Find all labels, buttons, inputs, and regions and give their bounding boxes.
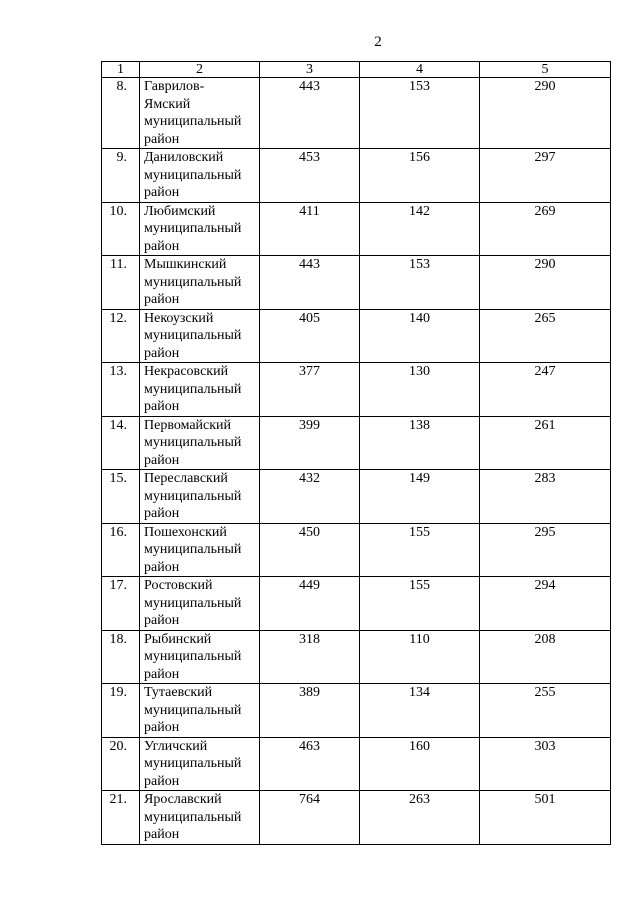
row-number: 12. <box>102 309 140 363</box>
district-name <box>140 791 260 845</box>
value-col-4: 160 <box>360 737 480 791</box>
district-name <box>140 630 260 684</box>
value-col-3: 453 <box>260 149 360 203</box>
district-name-line: район <box>144 773 180 789</box>
value-col-4: 140 <box>360 309 480 363</box>
district-name-line: Ярославский <box>144 792 222 807</box>
district-name <box>140 202 260 256</box>
district-name-line: район <box>144 238 180 254</box>
district-name-line: Ямский <box>144 96 191 112</box>
district-name-line: муниципальный <box>144 649 242 664</box>
district-name-line: муниципальный <box>144 702 242 718</box>
row-number: 16. <box>102 523 140 577</box>
district-name-line: район <box>144 452 180 468</box>
district-name <box>140 523 260 577</box>
district-name-line: Рыбинский <box>144 631 212 647</box>
table-row <box>102 256 611 310</box>
row-number: 17. <box>102 577 140 631</box>
value-col-4: 110 <box>360 630 480 684</box>
value-col-4: 153 <box>360 78 480 149</box>
district-name-line: муниципальный <box>144 435 242 450</box>
district-name-line: район <box>144 827 180 842</box>
district-name-line: муниципальный <box>144 328 242 343</box>
district-name-line: район <box>144 666 180 682</box>
district-name <box>140 470 260 524</box>
value-col-5: 501 <box>480 791 611 845</box>
district-name <box>140 684 260 738</box>
district-name-line: муниципальный <box>144 809 242 825</box>
district-name-line: район <box>144 559 180 575</box>
value-col-5: 295 <box>480 523 611 577</box>
value-col-3: 443 <box>260 256 360 310</box>
value-col-5: 208 <box>480 630 611 684</box>
page-number: 2 <box>374 34 382 50</box>
district-name <box>140 577 260 631</box>
value-col-5: 255 <box>480 684 611 738</box>
district-name-line: муниципальный <box>144 595 242 611</box>
district-name-line: район <box>144 399 180 414</box>
value-col-3: 411 <box>260 202 360 256</box>
district-name-line: район <box>144 720 180 735</box>
district-name-line: Тутаевский <box>144 685 213 700</box>
value-col-3: 389 <box>260 684 360 738</box>
district-name-line: муниципальный <box>144 167 242 183</box>
district-name-line: муниципальный <box>144 114 242 129</box>
district-name-line: муниципальный <box>144 381 242 397</box>
district-name-line: Мышкинский <box>144 257 227 272</box>
district-name-line: район <box>144 292 180 307</box>
table-row <box>102 149 611 203</box>
district-name-line: Переславский <box>144 471 228 486</box>
table-row <box>102 630 611 684</box>
row-number: 21. <box>102 791 140 845</box>
row-number: 18. <box>102 630 140 684</box>
district-name <box>140 149 260 203</box>
district-name-line: район <box>144 613 180 628</box>
value-col-5: 265 <box>480 309 611 363</box>
value-col-3: 764 <box>260 791 360 845</box>
value-col-4: 155 <box>360 523 480 577</box>
value-col-4: 134 <box>360 684 480 738</box>
header-cell-4: 4 <box>360 62 480 78</box>
row-number: 14. <box>102 416 140 470</box>
district-name-line: муниципальный <box>144 274 242 290</box>
value-col-4: 155 <box>360 577 480 631</box>
data-table <box>101 61 611 845</box>
value-col-5: 283 <box>480 470 611 524</box>
value-col-3: 432 <box>260 470 360 524</box>
district-name <box>140 78 260 149</box>
value-col-5: 294 <box>480 577 611 631</box>
table-row <box>102 202 611 256</box>
header-cell-5: 5 <box>480 62 611 78</box>
value-col-3: 405 <box>260 309 360 363</box>
district-name-line: Некрасовский <box>144 364 229 379</box>
row-number: 20. <box>102 737 140 791</box>
district-name-line: муниципальный <box>144 221 242 236</box>
district-name-line: муниципальный <box>144 756 242 771</box>
district-name <box>140 416 260 470</box>
value-col-3: 318 <box>260 630 360 684</box>
value-col-5: 261 <box>480 416 611 470</box>
district-name <box>140 256 260 310</box>
district-name <box>140 363 260 417</box>
district-name-line: Угличский <box>144 738 208 754</box>
row-number: 19. <box>102 684 140 738</box>
value-col-3: 443 <box>260 78 360 149</box>
district-name-line: Ростовский <box>144 578 213 593</box>
header-cell-2: 2 <box>140 62 260 78</box>
row-number: 13. <box>102 363 140 417</box>
row-number: 15. <box>102 470 140 524</box>
district-name-line: район <box>144 185 180 200</box>
row-number: 8. <box>102 78 140 149</box>
district-name-line: район <box>144 131 180 147</box>
table-row <box>102 523 611 577</box>
district-name-line: муниципальный <box>144 542 242 557</box>
header-row <box>102 62 611 78</box>
district-name-line: Первомайский <box>144 417 232 433</box>
value-col-3: 449 <box>260 577 360 631</box>
district-name-line: район <box>144 345 180 361</box>
district-name-line: муниципальный <box>144 488 242 504</box>
table-row <box>102 416 611 470</box>
table-row <box>102 363 611 417</box>
value-col-5: 297 <box>480 149 611 203</box>
value-col-4: 153 <box>360 256 480 310</box>
value-col-4: 263 <box>360 791 480 845</box>
table-row <box>102 791 611 845</box>
value-col-4: 149 <box>360 470 480 524</box>
table-row <box>102 684 611 738</box>
value-col-3: 399 <box>260 416 360 470</box>
district-name <box>140 309 260 363</box>
row-number: 11. <box>102 256 140 310</box>
district-name-line: Гаврилов- <box>144 79 205 94</box>
value-col-5: 290 <box>480 256 611 310</box>
district-name-line: Любимский <box>144 203 216 219</box>
row-number: 9. <box>102 149 140 203</box>
row-number: 10. <box>102 202 140 256</box>
value-col-5: 247 <box>480 363 611 417</box>
header-cell-3: 3 <box>260 62 360 78</box>
table-row <box>102 470 611 524</box>
value-col-5: 269 <box>480 202 611 256</box>
value-col-4: 142 <box>360 202 480 256</box>
value-col-4: 156 <box>360 149 480 203</box>
table-row <box>102 577 611 631</box>
table-row <box>102 737 611 791</box>
value-col-4: 130 <box>360 363 480 417</box>
district-name-line: Пошехонский <box>144 524 227 540</box>
value-col-3: 450 <box>260 523 360 577</box>
value-col-3: 463 <box>260 737 360 791</box>
value-col-4: 138 <box>360 416 480 470</box>
value-col-3: 377 <box>260 363 360 417</box>
table-row <box>102 309 611 363</box>
district-name-line: Даниловский <box>144 150 224 165</box>
header-cell-1: 1 <box>102 62 140 78</box>
table-row <box>102 78 611 149</box>
district-name <box>140 737 260 791</box>
district-name-line: Некоузский <box>144 310 214 326</box>
district-name-line: район <box>144 506 180 521</box>
value-col-5: 290 <box>480 78 611 149</box>
value-col-5: 303 <box>480 737 611 791</box>
